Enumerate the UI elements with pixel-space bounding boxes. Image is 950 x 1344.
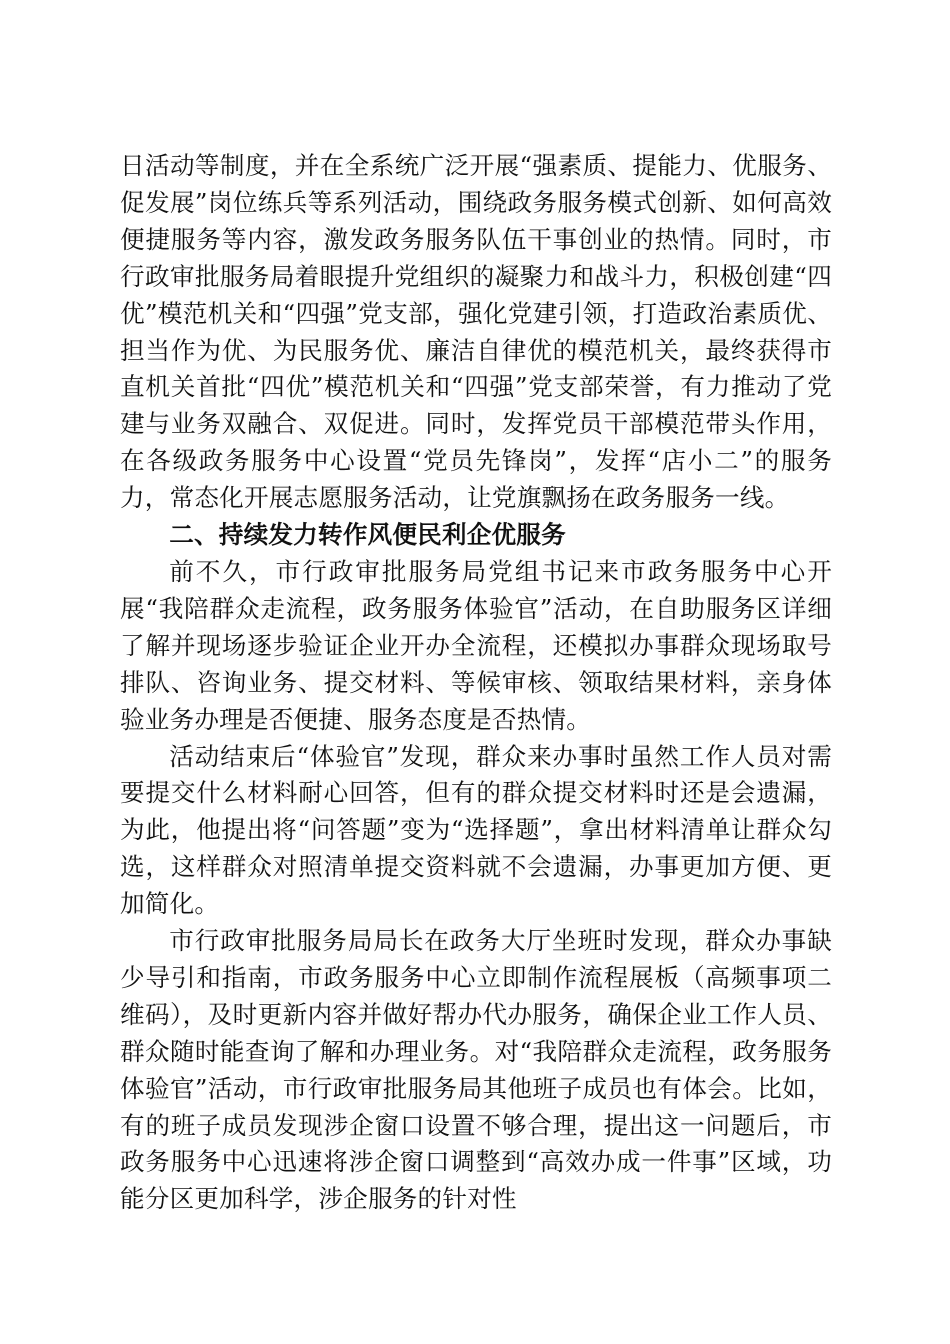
section-heading: 二、持续发力转作风便民利企优服务 bbox=[169, 520, 566, 550]
paragraph: 市行政审批服务局局长在政务大厅坐班时发现，群众办事缺少导引和指南，市政务服务中心立即制作流程展板（高频事项二维码），及时更新内容并做好帮办代办服务，确保企业工作人员、群众随时能查询了解和办理业务。对“我陪群众走流程，政务服务体验官”活动，市行政审批服务局其他班子成员也有体会。比如，有的班子成员发现涉企窗口设置不够合理，提出这一问题后，市政务服务中心迅速将涉企窗口调整到“高效办成一件事”区域，功能分区更加科学，涉企服务的针对性 bbox=[120, 926, 832, 1214]
paragraph: 前不久，市行政审批服务局党组书记来市政务服务中心开展“我陪群众走流程，政务服务体验官”活动，在自助服务区详细了解并现场逐步验证企业开办全流程，还模拟办事群众现场取号排队、咨询业务、提交材料、等候审核、领取结果材料，亲身体验业务办理是否便捷、服务态度是否热情。 bbox=[120, 556, 832, 734]
paragraph: 活动结束后“体验官”发现，群众来办事时虽然工作人员对需要提交什么材料耐心回答，但有的群众提交材料时还是会遗漏，为此，他提出将“问答题”变为“选择题”，拿出材料清单让群众勾选，这样群众对照清单提交资料就不会遗漏，办事更加方便、更加简化。 bbox=[120, 741, 832, 919]
paragraph-continuation: 日活动等制度，并在全系统广泛开展“强素质、提能力、优服务、促发展”岗位练兵等系列活动，围绕政务服务模式创新、如何高效便捷服务等内容，激发政务服务队伍干事创业的热情。同时，市行政审批服务局着眼提升党组织的凝聚力和战斗力，积极创建“四优”模范机关和“四强”党支部，强化党建引领，打造政治素质优、担当作为优、为民服务优、廉洁自律优的模范机关，最终获得市直机关首批“四优”模范机关和“四强”党支部荣誉，有力推动了党建与业务双融合、双促进。同时，发挥党员干部模范带头作用，在各级政务服务中心设置“党员先锋岗”，发挥“店小二”的服务力，常态化开展志愿服务活动，让党旗飘扬在政务服务一线。 bbox=[120, 151, 832, 513]
document-body bbox=[120, 148, 832, 1218]
